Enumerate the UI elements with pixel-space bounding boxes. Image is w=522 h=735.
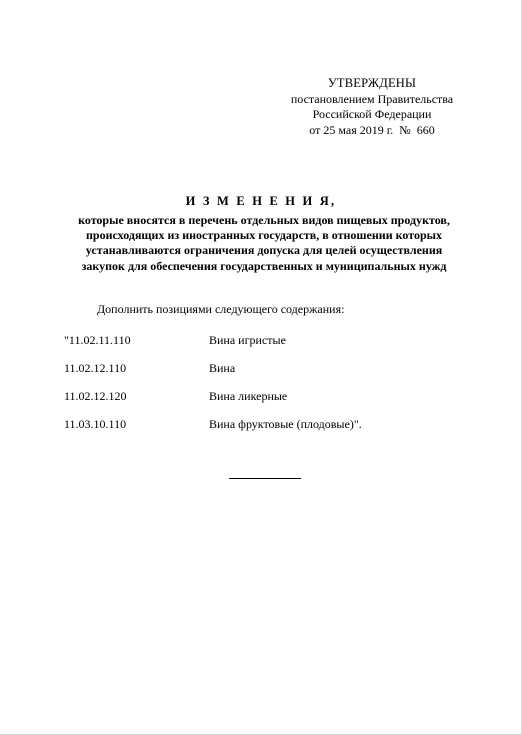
- subheading-line: происходящих из иностранных государств, в отношении которых: [86, 228, 442, 243]
- position-code: 11.02.12.120: [64, 389, 127, 403]
- positions-list: [64, 333, 464, 445]
- position-row: [64, 389, 464, 417]
- intro-paragraph: Дополнить позициями следующего содержания:: [97, 302, 345, 316]
- approval-title: УТВЕРЖДЕНЫ: [327, 76, 417, 90]
- subheading-line: закупок для обеспечения государственных и муниципальных нужд: [81, 258, 447, 273]
- position-row: [64, 417, 464, 445]
- position-code: 11.03.10.110: [64, 417, 127, 431]
- position-name: Вина ликерные: [209, 389, 288, 403]
- position-name: Вина игристые: [209, 333, 286, 347]
- position-row: [64, 361, 464, 389]
- position-code: 11.02.12.110: [64, 361, 127, 375]
- approval-line-1: постановлением Правительства: [290, 91, 454, 106]
- approval-line-2: Российской Федерации: [312, 107, 432, 121]
- subheading-line: которые вносятся в перечень отдельных видов пищевых продуктов,: [78, 213, 450, 227]
- position-row: [64, 333, 464, 361]
- subheading-line: устанавливаются ограничения допуска для целей осуществления: [85, 243, 443, 258]
- document-heading: И З М Е Н Е Н И Я,: [185, 194, 337, 208]
- closing-divider: [229, 478, 301, 479]
- position-name: Вина фруктовые (плодовые)".: [209, 417, 362, 431]
- document-subheading: [44, 213, 484, 274]
- position-name: Вина: [209, 361, 236, 375]
- approval-block: [272, 76, 472, 138]
- position-code: "11.02.11.110: [64, 333, 131, 347]
- approval-decree: от 25 мая 2019 г. № 660: [309, 122, 435, 137]
